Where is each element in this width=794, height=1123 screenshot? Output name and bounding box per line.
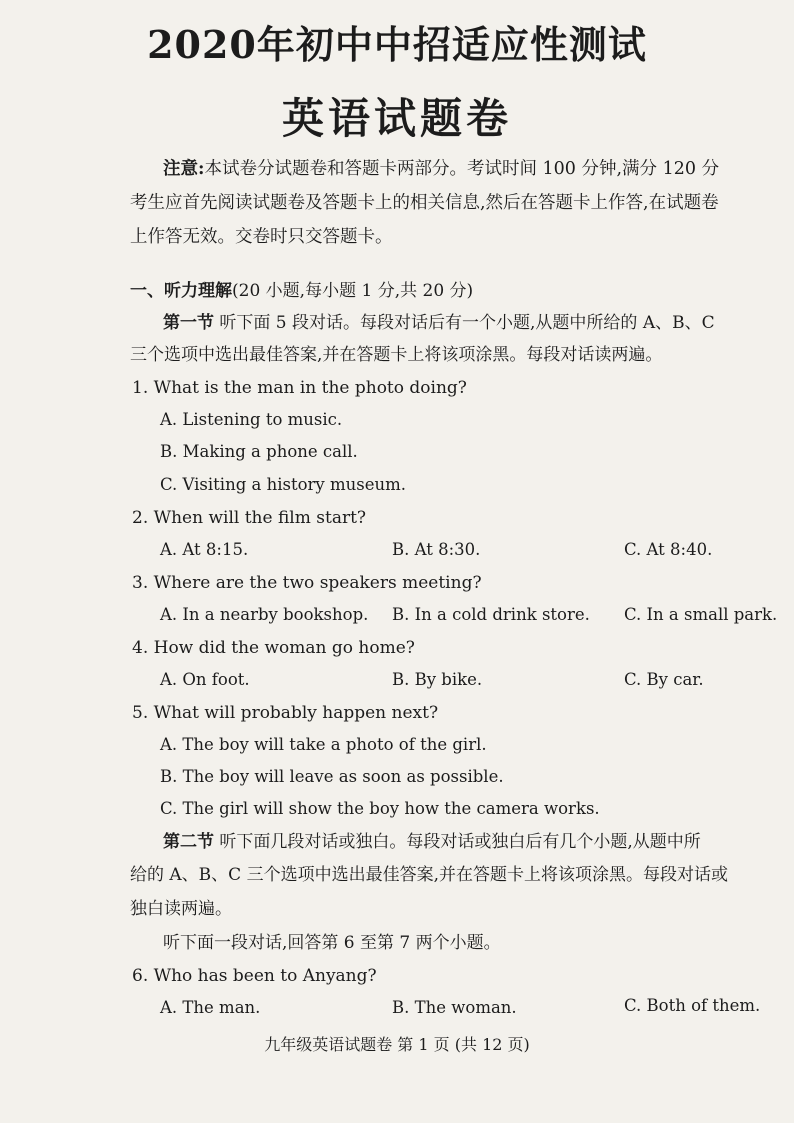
page-footer: 九年级英语试题卷 第 1 页 (共 12 页) [264, 1035, 530, 1054]
question-5-option-c: C. The girl will show the boy how the camera works. [160, 799, 600, 818]
part1-label: 第一节 [163, 313, 214, 333]
part2-line-2: 给的 A、B、C 三个选项中选出最佳答案,并在答题卡上将该项涂黑。每段对话或 [130, 865, 728, 885]
question-1-option-b: B. Making a phone call. [160, 442, 358, 461]
question-3-option-c: C. In a small park. [624, 605, 778, 624]
question-2-option-b: B. At 8:30. [392, 540, 481, 559]
question-4-option-b: B. By bike. [392, 670, 483, 689]
section-heading [130, 280, 473, 302]
question-6-option-a: A. The man. [160, 998, 261, 1017]
notice-label: 注意: [163, 159, 205, 179]
question-3: 3. Where are the two speakers meeting? [132, 573, 482, 593]
part2-line-3: 独白读两遍。 [130, 899, 232, 919]
notice-text-1: 本试卷分试题卷和答题卡两部分。考试时间 100 分钟,满分 120 分 [204, 159, 720, 179]
question-1-option-c: C. Visiting a history museum. [160, 475, 407, 494]
question-2-option-c: C. At 8:40. [624, 540, 713, 559]
question-4-option-a: A. On foot. [160, 670, 250, 689]
exam-subtitle: 英语试题卷 [281, 94, 512, 143]
question-4-option-c: C. By car. [624, 670, 704, 689]
question-6-option-b: B. The woman. [392, 998, 517, 1017]
question-1: 1. What is the man in the photo doing? [132, 378, 467, 398]
question-2: 2. When will the film start? [132, 508, 367, 528]
part1-text-1: 听下面 5 段对话。每段对话后有一个小题,从题中所给的 A、B、C [214, 313, 715, 333]
part1-line-1 [163, 312, 715, 334]
part2-line-1 [163, 831, 701, 853]
section-heading-rest: (20 小题,每小题 1 分,共 20 分) [232, 281, 474, 301]
notice-line-1 [163, 158, 719, 180]
question-5: 5. What will probably happen next? [132, 703, 439, 723]
part2-label: 第二节 [163, 832, 214, 852]
question-3-option-a: A. In a nearby bookshop. [160, 605, 369, 624]
question-6-option-c: C. Both of them. [624, 996, 761, 1015]
part1-line-2: 三个选项中选出最佳答案,并在答题卡上将该项涂黑。每段对话读两遍。 [130, 345, 663, 365]
question-5-option-b: B. The boy will leave as soon as possible. [160, 767, 504, 786]
question-3-option-b: B. In a cold drink store. [392, 605, 590, 624]
part2-text-1: 听下面几段对话或独白。每段对话或独白后有几个小题,从题中所 [214, 832, 701, 852]
question-6: 6. Who has been to Anyang? [132, 966, 377, 986]
question-1-option-a: A. Listening to music. [160, 410, 343, 429]
question-5-option-a: A. The boy will take a photo of the girl. [160, 735, 487, 754]
part2-instruction: 听下面一段对话,回答第 6 至第 7 两个小题。 [163, 933, 501, 953]
exam-title: 2020年初中中招适应性测试 [147, 22, 647, 67]
question-2-option-a: A. At 8:15. [160, 540, 249, 559]
question-4: 4. How did the woman go home? [132, 638, 415, 658]
notice-line-3: 上作答无效。交卷时只交答题卡。 [130, 227, 393, 247]
notice-line-2: 考生应首先阅读试题卷及答题卡上的相关信息,然后在答题卡上作答,在试题卷 [130, 193, 719, 213]
section-heading-bold: 一、听力理解 [130, 281, 232, 301]
